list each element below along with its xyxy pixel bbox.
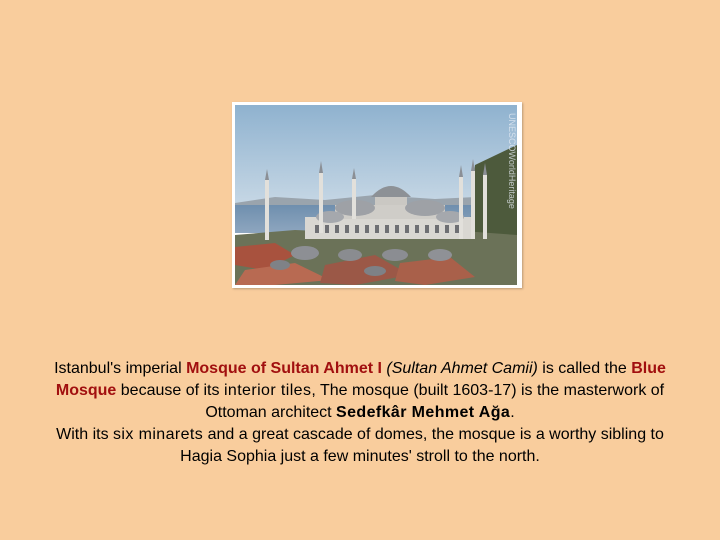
blue-mosque-image — [235, 105, 517, 285]
interior-tiles-term: interior tiles — [223, 382, 312, 399]
caption-paragraph-2: With its six minarets and a great cascade of domes, the mosque is a worthy sibling to Hagia Sophia just a few minutes' stroll to the north. — [56, 426, 664, 465]
mosque-name: Mosque of Sultan Ahmet I — [186, 360, 382, 377]
photo-watermark: UNESCOWorldHeritage — [507, 113, 517, 209]
blue-mosque-term: Blue Mosque — [55, 360, 666, 399]
six-minarets-term: six minarets — [113, 426, 204, 443]
caption — [40, 358, 680, 468]
turkish-name: (Sultan Ahmet Camii) — [386, 360, 538, 377]
architect-name: Sedefkâr Mehmet Ağa — [336, 404, 511, 421]
caption-paragraph-1: Istanbul's imperial Mosque of Sultan Ahmet I (Sultan Ahmet Camii) is called the Blue Mosque because of its interior tiles, The mosque (built 1603-17) is the masterwork of Ottoman architect Sedefkâr Mehmet Ağa. — [54, 360, 666, 421]
blue-mosque-photo — [232, 102, 522, 288]
